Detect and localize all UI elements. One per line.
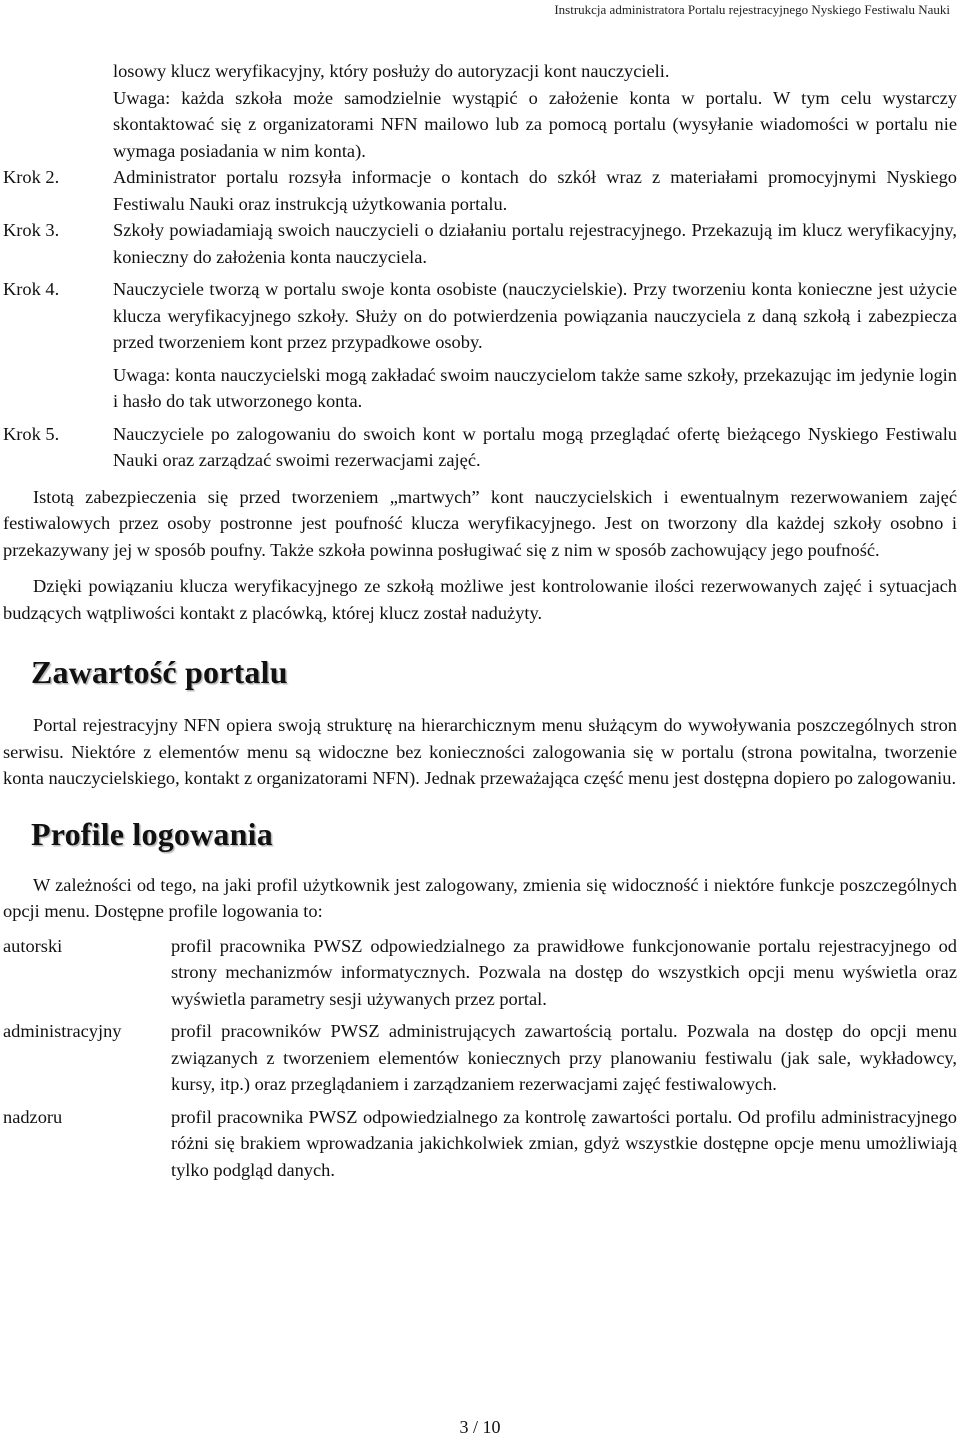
- section-heading-content: Zawartość portalu: [31, 654, 288, 690]
- profile-item: [3, 1104, 957, 1184]
- profile-description: profil pracowników PWSZ administrujących zawartością portalu. Pozwala na dostęp do opcji menu związanych z tworzeniem elementów koniecznych przy planowaniu festiwalu (jak sale, wykładowcy, kursy, itp.) oraz przeglądaniem i zarządzaniem rezerwacjami zajęć festiwalowych.: [171, 1021, 957, 1094]
- section-paragraph: W zależności od tego, na jaki profil użytkownik jest zalogowany, zmienia się widoczność i niektóre funkcje poszczególnych opcji menu. Dostępne profile logowania to:: [3, 874, 957, 921]
- profile-name: nadzoru: [3, 1106, 63, 1127]
- step-text: Nauczyciele tworzą w portalu swoje konta osobiste (nauczycielskie). Przy tworzeniu konta konieczne jest użycie klucza weryfikacyjnego szkoły. Służy on do potwierdzenia powiązania nauczyciela z daną szkołą i zabezpiecza przed tworzeniem kont przez przypadkowe osoby.: [113, 279, 957, 352]
- body-paragraph: Dzięki powiązaniu klucza weryfikacyjnego ze szkołą możliwe jest kontrolowanie ilości rezerwowanych zajęć i sytuacjach budzących wątpliwości kontakt z placówką, której klucz został nadużyty.: [3, 576, 957, 623]
- step-label: Krok 4.: [3, 279, 60, 299]
- page-content: [3, 58, 957, 1183]
- profile-name: administracyjny: [3, 1021, 122, 1041]
- section-heading-profiles: Profile logowania: [31, 815, 273, 852]
- step1-continuation: losowy klucz weryfikacyjny, który posłuży do autoryzacji kont nauczycieli.: [113, 61, 670, 81]
- step-item: [3, 164, 957, 217]
- step-label: Krok 5.: [3, 423, 60, 444]
- step-note: Uwaga: konta nauczycielski mogą zakładać swoim nauczycielom także same szkoły, przekazując im jedynie login i hasło do tak utworzonego konta.: [113, 364, 957, 411]
- step1-note: Uwaga: każda szkoła może samodzielnie wystąpić o założenie konta w portalu. W tym celu wystarczy skontaktować się z organizatorami NFN mailowo lub za pomocą portalu (wysyłanie wiadomości w portalu nie wymaga posiadania w nim konta).: [113, 87, 957, 161]
- step-label: Krok 3.: [3, 220, 60, 240]
- step-label: Krok 2.: [3, 167, 60, 187]
- profile-description: profil pracownika PWSZ odpowiedzialnego za prawidłowe funkcjonowanie portalu rejestracyjnego od strony mechanizmów informatycznych. Pozwala na dostęp do wszystkich opcji menu wyświetla oraz wyświetla parametry sesji używanych przez portal.: [171, 935, 957, 1009]
- steps-list: [3, 58, 957, 474]
- body-paragraph: Istotą zabezpieczenia się przed tworzeniem „martwych” kont nauczycielskich i ewentualnym rezerwowaniem zajęć festiwalowych przez osoby postronne jest poufność klucza weryfikacyjnego. Jest on tworzony dla każdej szkoły osobno i przekazywany jej w sposób poufny. Także szkoła powinna posługiwać się z nim w sposób zachowujący jego poufność.: [3, 486, 957, 560]
- running-header: Instrukcja administratora Portalu rejestracyjnego Nyskiego Festiwalu Nauki: [554, 2, 950, 17]
- profile-name: autorski: [3, 935, 63, 956]
- step-item: [3, 217, 957, 270]
- step-text: Szkoły powiadamiają swoich nauczycieli o działaniu portalu rejestracyjnego. Przekazują im klucz weryfikacyjny, konieczny do założenia konta nauczyciela.: [113, 220, 957, 267]
- profile-item: [3, 933, 957, 1013]
- step-item: [3, 421, 957, 474]
- profile-description: profil pracownika PWSZ odpowiedzialnego za kontrolę zawartości portalu. Od profilu administracyjnego różni się brakiem wprowadzania jakichkolwiek zmian, gdyż wszystkie dostępne opcje menu umożliwiają tylko podgląd danych.: [171, 1106, 957, 1180]
- step-body: [113, 276, 957, 415]
- page-number: 3 / 10: [459, 1417, 501, 1437]
- step-item: [3, 276, 957, 415]
- step-text: Administrator portalu rozsyła informacje o kontach do szkół wraz z materiałami promocyjnymi Nyskiego Festiwalu Nauki oraz instrukcją użytkowania portalu.: [113, 167, 957, 214]
- profile-item: [3, 1018, 957, 1098]
- section-paragraph: Portal rejestracyjny NFN opiera swoją strukturę na hierarchicznym menu służącym do wywoływania poszczególnych stron serwisu. Niektóre z elementów menu są widoczne bez konieczności zalogowania się w portalu (strona powitalna, tworzenie konta nauczycielskiego, kontakt z organizatorami NFN). Jednak przeważająca część menu jest dostępna dopiero po zalogowaniu.: [3, 715, 957, 788]
- step-text: Nauczyciele po zalogowaniu do swoich kont w portalu mogą przeglądać ofertę bieżącego Nyskiego Festiwalu Nauki oraz zarządzać swoimi rezerwacjami zajęć.: [113, 423, 957, 470]
